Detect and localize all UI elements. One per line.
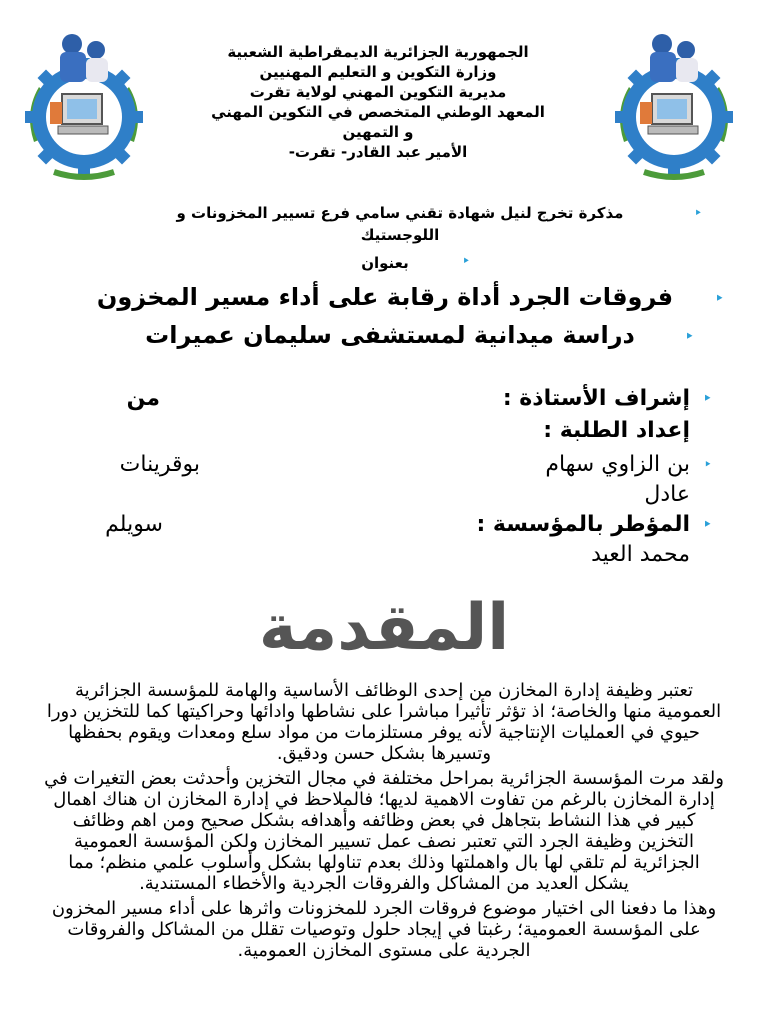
memo-line: مذكرة تخرج لنيل شهادة تقني سامي فرع تسيير المخزونات و (176, 204, 624, 222)
intro-paragraph: تعتبر وظيفة إدارة المخازن من إحدى الوظائف الأساسية والهامة للمؤسسة الجزائرية العمومية منها والخاصة؛ اذ تؤثر تأثيرا مباشرا على نشاطها وادائها وحراكيتها كما للتخزين دورا حيوي في العمليات الإنتاجية لأنه يوفر مستلزمات من مواد سلع ومعدات ويقوم بحفظها وتسيرها بشكل حسن ودقيق. (46, 680, 722, 764)
supervision-label (502, 384, 712, 414)
bullet-arrow-icon: ‣ (462, 254, 470, 268)
institution-header (160, 42, 596, 162)
bullet-arrow-icon: ‣ (703, 517, 712, 533)
student-name-cont: عادل (644, 482, 690, 507)
header-line: الأمير عبد القادر- تقرت- (288, 143, 468, 161)
supervision-text: إشراف الأستاذة : (502, 386, 690, 411)
bullet-arrow-icon: ‣ (703, 391, 712, 407)
mentor-name-cont: محمد العيد (591, 542, 690, 567)
mentor-label (476, 510, 712, 540)
student-name (545, 450, 712, 480)
intro-body (44, 680, 724, 965)
thesis-title-text: فروقات الجرد أداة رقابة على أداء مسير المخزون (96, 283, 674, 311)
student1-text: بن الزاوي سهام (545, 452, 690, 477)
mentor-label-text: المؤطر بالمؤسسة : (476, 512, 690, 537)
thesis-title (60, 280, 724, 314)
bullet-arrow-icon: ‣ (685, 329, 694, 345)
thesis-subtitle-text: دراسة ميدانية لمستشفى سليمان عميرات (145, 321, 635, 349)
introduction-slide (0, 576, 768, 1024)
institute-logo-icon (604, 22, 744, 182)
prepared-label: إعداد الطلبة : (543, 418, 690, 443)
header-line: المعهد الوطني المتخصص في التكوين المهني (211, 103, 545, 121)
intro-paragraph: ولقد مرت المؤسسة الجزائرية بمراحل مختلفة في مجال التخزين وأحدثت بعض التغيرات في إدارة المخازن بالرغم من تفاوت الاهمية لديها؛ فالملاحظ في إدارة المخازن ان هناك اهمال كبير في هذا النشاط بتجاهل في بعض وظائفه وأهدافه بشكل صحيح ومن اهم وظائف التخزين وظيفة الجرد التي تعتبر نصف عمل تسيير المخازن ولكن المؤسسة العمومية الجزائرية لم تلقي لها بال واهملتها وذلك بعدم تناولها بشكل وأسلوب علمي منظم؛ مما يشكل العديد من المشاكل والفروقات الجردية والأخطاء المستندية. (44, 768, 724, 894)
bullet-arrow-icon: ‣ (694, 206, 702, 220)
by-title-label (330, 254, 470, 272)
mentor-name: سويلم (105, 512, 163, 537)
bullet-arrow-icon: ‣ (703, 457, 712, 473)
student-name: بوقرينات (119, 452, 200, 477)
memo-line: اللوجستيك (360, 226, 440, 244)
memo-subtitle (90, 202, 710, 246)
thesis-subtitle (100, 318, 694, 352)
header-line: و التمهين (342, 123, 414, 141)
intro-paragraph: وهذا ما دفعنا الى اختيار موضوع فروقات الجرد للمخزونات واثرها على أداء مسير المخزون على المؤسسة العمومية؛ رغبتا في إيجاد حلول وتوصيات تقلل من المشاكل والفروقات الجردية على مستوى المخازن العمومية. (51, 898, 717, 961)
by-title-text: بعنوان (361, 254, 409, 272)
intro-title: المقدمة (258, 591, 510, 665)
header-line: وزارة التكوين و التعليم المهنيين (259, 63, 497, 81)
institute-logo-icon (14, 22, 154, 182)
bullet-arrow-icon: ‣ (715, 291, 724, 307)
header-line: مديرية التكوين المهني لولاية تقرت (249, 83, 507, 101)
from-label: من (126, 386, 160, 411)
header-line: الجمهورية الجزائرية الديمقراطية الشعبية (227, 43, 529, 61)
